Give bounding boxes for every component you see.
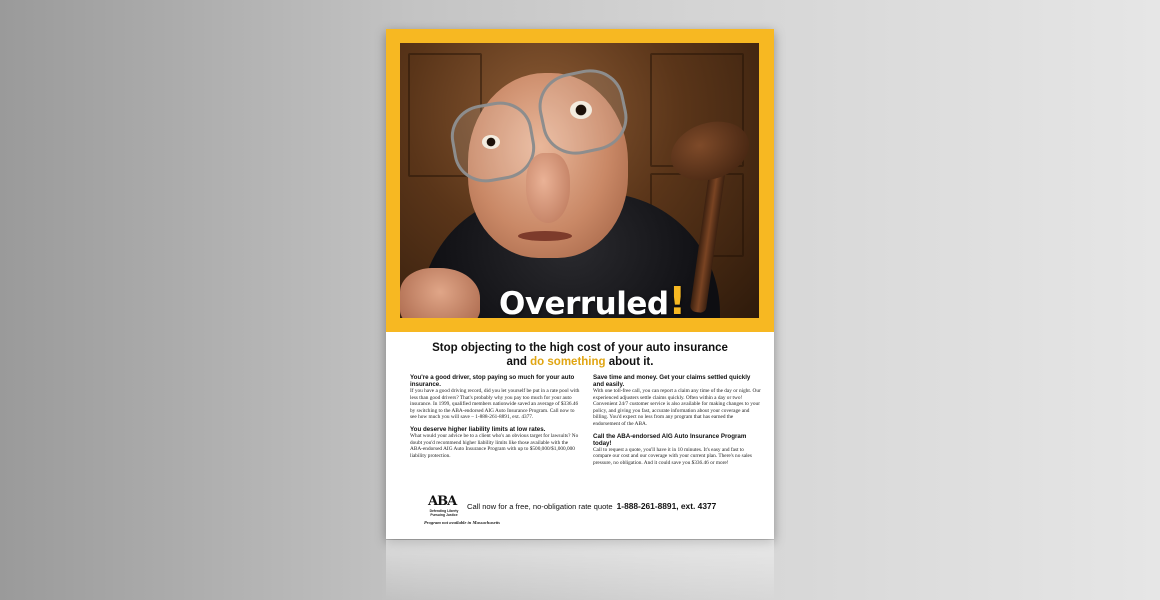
block-title: Save time and money. Get your claims settled quickly and easily.	[593, 374, 751, 388]
headline-exclamation: !	[668, 279, 686, 323]
block-title: You're a good driver, stop paying so much for your auto insurance.	[410, 374, 575, 388]
block-body: Call to request a quote, you'll have it in 10 minutes. It's easy and fast to compare our cost and our coverage with your current plan. There's no sales pressure, no obligation. And it could save you $336.46 or more!	[593, 446, 752, 466]
right-column	[593, 374, 761, 471]
subhead-line-1: Stop objecting to the high cost of your auto insurance	[432, 342, 728, 354]
block-title: You deserve higher liability limits at low rates.	[410, 425, 546, 433]
aba-logo-mark: ABA	[428, 494, 457, 509]
availability-note: Program not available in Massachusetts	[424, 520, 501, 525]
phone-number: 1-888-261-8891, ext. 4377	[616, 501, 717, 511]
block-title: Call the ABA-endorsed AIG Auto Insurance Program today!	[593, 432, 747, 447]
aba-logo-tagline: Defending Liberty Pursuing Justice	[429, 509, 459, 517]
judge-mouth	[518, 231, 572, 241]
eye-right	[570, 101, 592, 119]
judge-nose	[526, 153, 570, 223]
sheet-reflection	[386, 540, 774, 600]
subhead-line-2	[386, 355, 774, 369]
call-to-action	[467, 501, 716, 511]
subhead-pre: and	[506, 356, 531, 368]
headline	[499, 279, 685, 323]
block-body: If you have a good driving record, did you let yourself be put in a rate pool with less than good drivers? That's probably why you pay too much for your auto insurance. In 1999, qualified members nationwide saved an average of $336.46 by switching to the ABA-endorsed AIG Auto Insurance Program. Call now to see how much you will save – 1-888-261-8891, ext. 4377.	[410, 388, 580, 421]
cta-text: Call now for a free, no-obligation rate quote	[467, 502, 613, 511]
ad-sheet	[386, 29, 774, 539]
left-column	[410, 374, 580, 464]
judge-photo	[400, 43, 759, 318]
block-body: With one toll-free call, you can report a claim any time of the day or night. Our experienced adjusters settle claims quickly. Often within a day or two! Convenient 24/7 customer service is also available for making changes to your policy, and giving you fast, accurate information about your coverage and billing. You'd expect no less from any program that has earned the endorsement of the ABA.	[593, 388, 761, 427]
headline-text: Overruled	[499, 286, 669, 322]
subhead-accent: do something	[530, 356, 606, 368]
ad-footer	[424, 492, 764, 532]
block-body: What would your advice be to a client who's an obvious target for lawsuits? No doubt you'd recommend higher liability limits like those available with the ABA-endorsed AIG Auto Insurance Program with up to $500,000/$1,000,000 liability protection.	[410, 432, 579, 459]
subhead-post: about it.	[605, 356, 654, 368]
eye-left	[482, 135, 500, 149]
subhead	[386, 341, 774, 369]
